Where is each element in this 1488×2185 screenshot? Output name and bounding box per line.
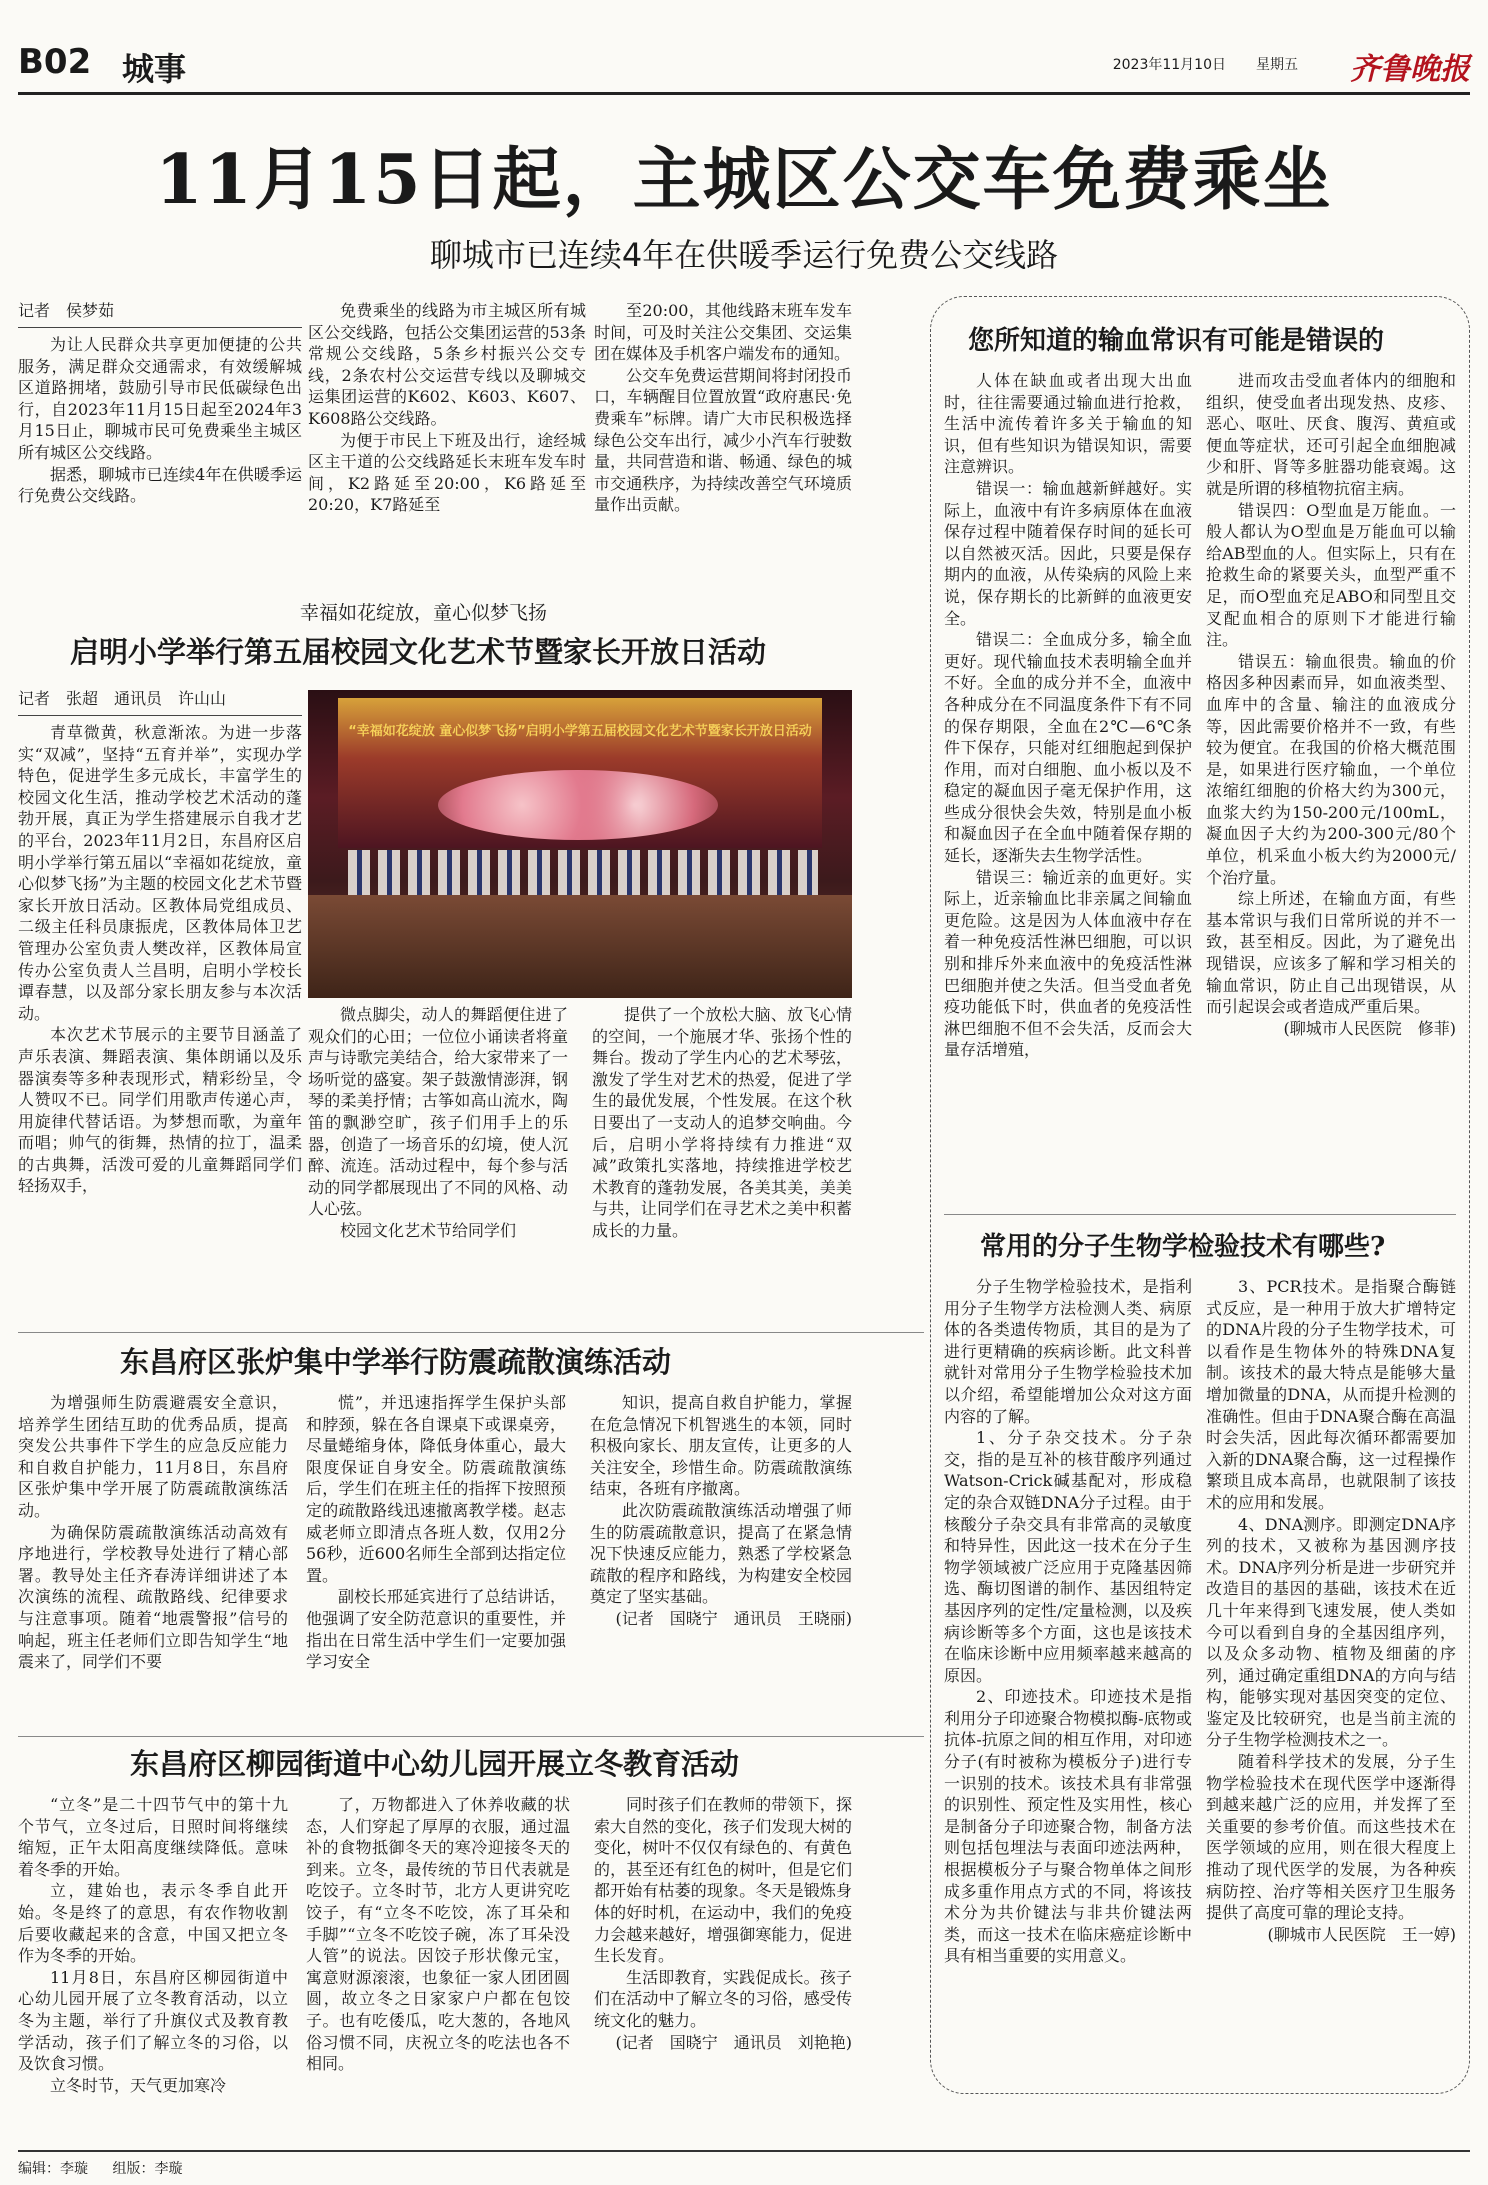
art3-column-2 (306, 1794, 570, 2144)
art2-credit: (记者 国晓宁 通讯员 王晓丽) (615, 1608, 852, 1628)
art2-text-1 (18, 1392, 288, 1673)
art2-text-2 (306, 1392, 566, 1673)
paragraph: 同时孩子们在教师的带领下，探索大自然的变化，孩子们发现大树的变化，树叶不仅仅有绿色的、有黄色的，甚至还有红色的树叶，但是它们都开始有枯萎的现象。冬天是锻炼身体的好时机，在运动中，我们的免疫力会越来越好，增强御寒能力，促进生长发育。 (594, 1795, 852, 1966)
paragraph: “立冬”是二十四节气中的第十九个节气，立冬过后，日照时间将继续缩短，正午太阳高度继续降低。意味着冬季的开始。 (18, 1795, 288, 1879)
paragraph: 为让人民群众共享更加便捷的公共服务，满足群众交通需求，有效缓解城区道路拥堵，鼓励引导市民低碳绿色出行，自2023年11月15日起至2024年3月15日止，聊城市民可免费乘坐主城区所有城区公交线路。 (18, 335, 302, 462)
paragraph: 知识，提高自救自护能力，掌握在危急情况下机智逃生的本领，同时积极向家长、朋友宣传，让更多的人关注安全，珍惜生命。防震疏散演练结束，各班有序撤离。 (590, 1393, 852, 1499)
paragraph: 为确保防震疏散演练活动高效有序地进行，学校教导处进行了精心部署。教导处主任齐春涛详细讲述了本次演练的流程、疏散路线、纪律要求与注意事项。随着“地震警报”信号的响起，班主任老师们立即告知学生“地震来了，同学们不要 (18, 1522, 288, 1672)
stage-banner: “幸福如花绽放 童心似梦飞扬”启明小学第五届校园文化艺术节暨家长开放日活动 (348, 724, 812, 739)
paragraph: 了，万物都进入了休养收藏的状态，人们穿起了厚厚的衣服，通过温补的食物抵御冬天的寒冷迎接冬天的到来。立冬，最传统的节日代表就是吃饺子。立冬时节，北方人更讲究吃饺子，有“立冬不吃饺，冻了耳朵和手脚”“立冬不吃饺子碗，冻了耳朵没人管”的说法。因饺子形状像元宝，寓意财源滚滚，也象征一家人团团圆圆，故立冬之日家家户户都在包饺子。也有吃倭瓜，吃大葱的，各地风俗习惯不同，庆祝立冬的吃法也各不相同。 (306, 1795, 570, 2074)
paragraph: 随着科学技术的发展，分子生物学检验技术在现代医学中逐渐得到越来越广泛的应用，并发挥了至关重要的参考价值。而这些技术在医学领域的应用，则在很大程度上推动了现代医学的发展，为各种疾病防控、治疗等相关医疗卫生服务提供了高度可靠的理论支持。 (1206, 1752, 1456, 1923)
art3-column-1 (18, 1794, 288, 2144)
lead-text-3 (594, 300, 852, 516)
paragraph: 2、印迹技术。印迹技术是指利用分子印迹聚合物模拟酶-底物或抗体-抗原之间的相互作用，对印迹分子(有时被称为模板分子)进行专一识别的技术。该技术具有非常强的识别性、预定性及实用性，核心是制备分子印迹聚合物，制备方法则包括包埋法与表面印迹法两种，根据模板分子与聚合物单体之间形成多重作用点方式的不同，将该技术分为共价键法与非共价键法两类，而这一技术在临床癌症诊断中具有相当重要的实用意义。 (944, 1687, 1192, 1966)
page-footer (18, 2150, 1470, 2178)
health1-title: 您所知道的输血常识有可能是错误的 (968, 326, 1385, 356)
paragraph: 为便于市民上下班及出行，途经城区主干道的公交线路延长末班车发车时间，K2路延至20:00，K6路延至20:20，K7路延至 (308, 430, 586, 515)
divider (18, 1736, 924, 1737)
paragraph: 本次艺术节展示的主要节目涵盖了声乐表演、舞蹈表演、集体朗诵以及乐器演奏等多种表现形式，精彩纷呈，令人赞叹不已。同学们用歌声传递心声，用旋律代替话语。为梦想而歌，为童年而唱；帅气的街舞，热情的拉丁，温柔的古典舞，活泼可爱的儿童舞蹈同学们轻扬双手， (18, 1025, 302, 1196)
paragraph: 免费乘坐的线路为市主城区所有城区公交线路，包括公交集团运营的53条常规公交线路，5条乡村振兴公交专线，2条农村公交运营专线以及聊城交运集团运营的K602、K603、K607、K608路公交线路。 (308, 301, 586, 428)
art3-text-2 (306, 1794, 570, 2075)
paragraph: 综上所述，在输血方面，有些基本常识与我们日常所说的并不一致，甚至相反。因此，为了避免出现错误，应该多了解和学习相关的输血常识，防止自己出现错误，从而引起误会或者造成严重后果。 (1206, 889, 1456, 1017)
paragraph: 公交车免费运营期间将封闭投币口，车辆醒目位置放置“政府惠民·免费乘车”标牌。请广大市民积极选择绿色公交车出行，减少小汽车行驶数量，共同营造和谐、畅通、绿色的城市交通秩序，为持续改善空气环境质量作出贡献。 (594, 365, 852, 515)
art3-credit: (记者 国晓宁 通讯员 刘艳艳) (615, 2032, 852, 2052)
paragraph: 11月8日，东昌府区柳园街道中心幼儿园开展了立冬教育活动，以立冬为主题，举行了升旗仪式及教育教学活动，孩子们了解立冬的习俗，以及饮食习惯。 (18, 1967, 288, 2074)
issue-date: 2023年11月10日 (1112, 57, 1226, 73)
paragraph: 4、DNA测序。即测定DNA序列的技术，又被称为基因测序技术。DNA序列分析是进一步研究并改造目的基因的基础，该技术在近几十年来得到飞速发展，使人类如今可以看到自身的全基因组序列，以及众多动物、植物及细菌的序列，通过确定重组DNA的方向与结构，能够实现对基因突变的定位、鉴定及比较研究，也是当前主流的分子生物学检测技术之一。 (1206, 1514, 1456, 1750)
health2-title: 常用的分子生物学检验技术有哪些? (980, 1232, 1386, 1262)
health1-text-1 (944, 370, 1192, 1061)
paragraph: 此次防震疏散演练活动增强了师生的防震疏散意识，提高了在紧急情况下快速反应能力，熟悉了学校紧急疏散的程序和路线，为构建安全校园奠定了坚实基础。 (590, 1500, 852, 1607)
art1-text-3 (592, 1004, 852, 1242)
health1-column-1 (944, 370, 1192, 1212)
paragraph: 进而攻击受血者体内的细胞和组织，使受血者出现发热、皮疹、恶心、呕吐、厌食、腹泻、黄疸或便血等症状，还可引起全血细胞减少和肝、肾等多脏器功能衰竭。这就是所谓的移植物抗宿主病。 (1206, 371, 1456, 498)
art3-column-3 (594, 1794, 852, 2144)
art1-kicker: 幸福如花绽放，童心似梦飞扬 (300, 602, 548, 624)
lead-headline: 11月15日起，主城区公交车免费乘坐 (155, 140, 1333, 220)
paragraph: 为增强师生防震避震安全意识，培养学生团结互助的优秀品质，提高突发公共事件下学生的应急反应能力和自救自护能力，11月8日，东昌府区张炉集中学开展了防震疏散演练活动。 (18, 1393, 288, 1520)
paragraph: 青草微黄，秋意渐浓。为进一步落实“双减”，坚持“五育并举”，实现办学特色，促进学生多元成长，丰富学生的校园文化生活，推动学校艺术活动的蓬勃开展，真正为学生搭建展示自我才艺的平台，2023年11月2日，东昌府区启明小学举行第五届以“幸福如花绽放，童心似梦飞扬”为主题的校园文化艺术节暨家长开放日活动。区教体局党组成员、二级主任科员康振虎，区教体局体卫艺管理办公室负责人樊改祥，区教体局宣传办公室负责人兰昌明，启明小学校长谭春慧，以及部分家长朋友参与本次活动。 (18, 723, 302, 1023)
paragraph: 校园文化艺术节给同学们 (340, 1220, 517, 1240)
paragraph: 立冬时节，天气更加寒冷 (50, 2075, 227, 2095)
art1-byline: 记者 张超 通讯员 许山山 (18, 688, 302, 716)
paragraph: 3、PCR技术。是指聚合酶链式反应，是一种用于放大扩增特定的DNA片段的分子生物学技术，可以看作是生物体外的特殊DNA复制。该技术的最大特点是能够大量增加微量的DNA，从而提升检测的准确性。但由于DNA聚合酶在高温时会失活，因此每次循环都需要加入新的DNA聚合酶，这一过程操作繁琐且成本高昂，也就限制了该技术的应用和发展。 (1206, 1277, 1456, 1512)
paragraph: 据悉，聊城市已连续4年在供暖季运行免费公交线路。 (18, 464, 302, 506)
lead-subheadline: 聊城市已连续4年在供暖季运行免费公交线路 (429, 236, 1059, 274)
flower-projection (438, 770, 718, 840)
paragraph: 1、分子杂交技术。分子杂交，指的是互补的核苷酸序列通过Watson-Crick碱基配对，形成稳定的杂合双链DNA分子过程。由于核酸分子杂交具有非常高的灵敏度和特异性，因此这一技术在分子生物学领域被广泛应用于克隆基因筛选、酶切图谱的制作、基因组特定基因序列的定性/定量检测，以及疾病诊断等多个方面，这也是该技术在临床诊断中应用频率越来越高的原因。 (944, 1428, 1192, 1685)
health1-text-2 (1206, 370, 1456, 1018)
paragraph: 至20:00，其他线路末班车发车时间，可及时关注公交集团、交运集团在媒体及手机客户端发布的通知。 (594, 301, 852, 364)
art1-text-1 (18, 722, 302, 1197)
divider (18, 1332, 924, 1333)
lead-text-2 (308, 300, 586, 516)
stage-floor (308, 895, 852, 998)
lead-column-3 (594, 300, 852, 590)
lead-text-1 (18, 334, 302, 507)
art2-column-3 (590, 1392, 852, 1730)
paragraph: 错误三：输近亲的血更好。实际上，近亲输血比非亲属之间输血更危险。这是因为人体血液中存在着一种免疫活性淋巴细胞，可以识别和排斥外来血液中的免疫活性淋巴细胞并使之失活。但当受血者免疫功能低下时，供血者的免疫活性淋巴细胞不但不会失活，反而会大量存活增殖， (944, 867, 1192, 1060)
art1-title: 启明小学举行第五届校园文化艺术节暨家长开放日活动 (70, 635, 767, 669)
health2-column-1 (944, 1276, 1192, 2086)
paragraph: 副校长邢延宾进行了总结讲话，他强调了安全防范意识的重要性，并指出在日常生活中学生们一定要加强学习安全 (306, 1587, 566, 1672)
art2-title: 东昌府区张炉集中学举行防震疏散演练活动 (120, 1345, 672, 1379)
health2-text-1 (944, 1276, 1192, 1967)
paragraph: 错误一：输血越新鲜越好。实际上，血液中有许多病原体在血液保存过程中随着保存时间的延长可以自然被灭活。因此，只要是保存期内的血液，从传染病的风险上来说，保存期长的比新鲜的血液更安全。 (944, 478, 1192, 628)
paragraph: 错误二：全血成分多，输全血更好。现代输血技术表明输全血并不好。全血的成分并不全，血液中各种成分在不同温度条件下有不同的保存期限，全血在2℃—6℃条件下保存，只能对红细胞起到保护作用，而对白细胞、血小板以及不稳定的凝血因子毫无保护作用，这些成分很快会失效，特别是血小板和凝血因子在全血中随着保存期的延长，逐渐失去生物学活性。 (944, 630, 1192, 866)
art3-text-1 (18, 1794, 288, 2096)
health2-column-2 (1206, 1276, 1456, 2086)
art2-text-3 (590, 1392, 852, 1608)
section-code: B02 (18, 42, 92, 82)
art1-column-2 (308, 1004, 568, 1332)
art3-title: 东昌府区柳园街道中心幼儿园开展立冬教育活动 (130, 1747, 740, 1781)
art1-column-1 (18, 688, 302, 1332)
art1-column-3 (592, 1004, 852, 1332)
editor-credit: 编辑：李璇 (18, 2161, 88, 2177)
paragraph: 错误五：输血很贵。输血的价格因多种因素而异，如血液类型、血库中的含量、输注的血液成分等，因此需要价格并不一致，有些较为便宜。在我国的价格大概范围是，如果进行医疗输血，一个单位浓缩红细胞的价格大约为300元，血浆大约为150-200元/100mL，凝血因子大约为200-300元/80个单位，机采血小板大约为2000元/个治疗量。 (1206, 651, 1456, 887)
health2-credit: (聊城市人民医院 王一婷) (1267, 1924, 1456, 1944)
issue-weekday: 星期五 (1256, 57, 1298, 73)
divider (944, 1214, 1456, 1215)
paragraph: 微点脚尖，动人的舞蹈便住进了观众们的心田；一位位小诵读者将童声与诗歌完美结合，给大家带来了一场听觉的盛宴。架子鼓激情澎湃，钢琴的柔美抒情；古筝如高山流水，陶笛的飘渺空旷，孩子们用手上的乐器，创造了一场音乐的幻境，使人沉醉、流连。活动过程中，每个参与活动的同学都展现出了不同的风格、动人心弦。 (308, 1005, 568, 1219)
paragraph: 错误四：O型血是万能血。一般人都认为O型血是万能血可以输给AB型血的人。但实际上，只有在抢救生命的紧要关头，血型严重不足，而O型血充足ABO和同型且交叉配血相合的原则下才能进行输注。 (1206, 500, 1456, 650)
art3-text-3 (594, 1794, 852, 2032)
paragraph: 立，建始也，表示冬季自此开始。冬是终了的意思，有农作物收割后要收藏起来的含意，中国又把立冬作为冬季的开始。 (18, 1881, 288, 1966)
paper-logo: 齐鲁晚报 (1350, 52, 1470, 87)
art2-column-1 (18, 1392, 288, 1730)
masthead (18, 42, 1470, 95)
paragraph: 生活即教育，实践促成长。孩子们在活动中了解立冬的习俗，感受传统文化的魅力。 (594, 1967, 852, 2030)
paragraph: 人体在缺血或者出现大出血时，往往需要通过输血进行抢救，生活中流传着许多关于输血的知识，但有些知识为错误知识，需要注意辨识。 (944, 371, 1192, 477)
school-performance-photo (308, 690, 852, 998)
art2-column-2 (306, 1392, 566, 1730)
paragraph: 提供了一个放松大脑、放飞心情的空间，一个施展才华、张扬个性的舞台。拨动了学生内心的艺术琴弦，激发了学生对艺术的热爱，促进了学生的最优发展，个性发展。在这个秋日要出了一支动人的追梦交响曲。今后，启明小学将持续有力推进“双减”政策扎实落地，持续推进学校艺术教育的蓬勃发展，各美其美，美美与共，让同学们在寻艺术之美中积蓄成长的力量。 (592, 1005, 852, 1240)
lead-column-2 (308, 300, 586, 590)
paragraph: 分子生物学检验技术，是指利用分子生物学方法检测人类、病原体的各类遗传物质，其目的是为了进行更精确的疾病诊断。此文科普就针对常用分子生物学检验技术加以介绍，希望能增加公众对这方面内容的了解。 (944, 1277, 1192, 1426)
lead-byline: 记者 侯梦茹 (18, 300, 302, 328)
section-name: 城事 (122, 50, 187, 88)
art1-text-2 (308, 1004, 568, 1242)
health1-credit: (聊城市人民医院 修菲) (1283, 1018, 1456, 1038)
layout-credit: 组版：李璇 (112, 2161, 183, 2177)
health1-column-2 (1206, 370, 1456, 1212)
health2-text-2 (1206, 1276, 1456, 1924)
lead-column-1 (18, 300, 302, 590)
paragraph: 慌”，并迅速指挥学生保护头部和脖颈，躲在各自课桌下或课桌旁，尽量蜷缩身体，降低身体重心，最大限度保证自身安全。防震疏散演练后，学生们在班主任的指挥下按照预定的疏散路线迅速撤离教学楼。赵志威老师立即清点各班人数，仅用2分56秒，近600名师生全部到达指定位置。 (306, 1393, 566, 1585)
